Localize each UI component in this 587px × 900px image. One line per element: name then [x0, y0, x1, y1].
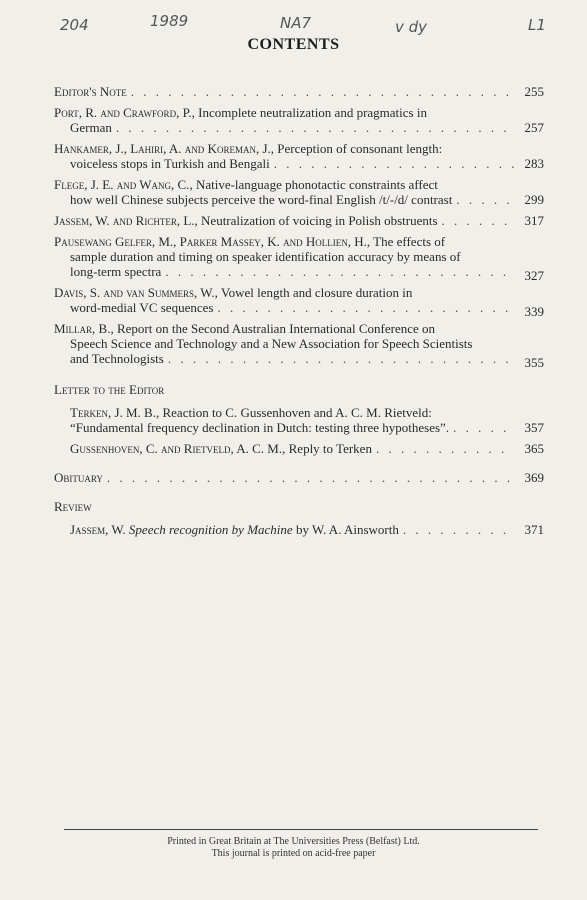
handwritten-note: NA7 — [280, 14, 312, 32]
entry-authors: Hankamer, J., Lahiri, A. and Koreman, J. — [54, 141, 271, 156]
entry-authors: Millar, B. — [54, 321, 111, 336]
footer-line: Printed in Great Britain at The Universities Press (Belfast) Ltd. — [167, 836, 420, 847]
page-number: 317 — [524, 213, 544, 228]
toc-entry — [54, 285, 544, 319]
dot-leader — [165, 264, 514, 279]
page-number: 339 — [524, 304, 544, 319]
page-number: 357 — [524, 420, 544, 435]
entry-title-cont: long-term spectra — [70, 264, 162, 279]
toc-entry — [54, 213, 544, 228]
entry-title-cont: “Fundamental frequency declination in Dutch: testing three hypotheses”. — [70, 420, 450, 435]
entry-title: , The effects of — [366, 234, 446, 249]
toc-entry — [70, 441, 544, 456]
entry-title-cont: how well Chinese subjects perceive the word-final English /t/-/d/ contrast — [70, 192, 453, 207]
page-number: 257 — [524, 120, 544, 135]
printer-footer — [0, 836, 587, 860]
entry-authors: Gussenhoven, C. and Rietveld, A. C. M. — [70, 441, 283, 456]
page-number: 283 — [524, 156, 544, 171]
handwritten-note: L1 — [528, 16, 546, 34]
entry-authors: Jassem, W. and Richter, L. — [54, 213, 195, 228]
book-title: Speech recognition by Machine — [128, 522, 293, 537]
dot-leader — [376, 441, 514, 456]
entry-title-cont: Speech Science and Technology and a New Association for Speech Scientists — [70, 336, 473, 351]
table-of-contents — [54, 84, 544, 543]
footer-divider — [64, 829, 538, 830]
review-section — [54, 522, 544, 537]
entry-title: , Neutralization of voicing in Polish obstruents — [194, 213, 438, 228]
toc-entry — [54, 321, 544, 370]
entry-authors: Terken, J. M. B. — [70, 405, 156, 420]
dot-leader — [403, 522, 514, 537]
page-number: 299 — [524, 192, 544, 207]
handwritten-note: 204 — [60, 16, 89, 34]
entry-title: , Perception of consonant length: — [270, 141, 443, 156]
dot-leader — [116, 120, 514, 135]
entry-authors: Jassem, W. — [70, 522, 126, 537]
dot-leader — [131, 84, 514, 99]
toc-entry — [54, 234, 544, 283]
handwritten-note: 1989 — [150, 12, 189, 30]
entry-title-cont: word-medial VC sequences — [70, 300, 214, 315]
page-title: CONTENTS — [247, 36, 340, 53]
page-number: 369 — [524, 470, 544, 485]
entry-title-cont: voiceless stops in Turkish and Bengali — [70, 156, 270, 171]
entry-title-cont: and Technologists — [70, 351, 164, 366]
dot-leader — [453, 420, 514, 435]
toc-entry — [54, 470, 544, 485]
dot-leader — [274, 156, 514, 171]
entry-heading: Editor's Note — [54, 84, 127, 99]
toc-entry — [54, 177, 544, 207]
section-heading: Letter to the Editor — [54, 382, 165, 397]
entry-title: , Vowel length and closure duration in — [214, 285, 413, 300]
page-number: 355 — [524, 355, 544, 370]
entry-authors: Pausewang Gelfer, M., Parker Massey, K. and Hollien, H. — [54, 234, 367, 249]
toc-entry — [54, 105, 544, 135]
handwritten-note: v dy — [395, 18, 428, 36]
footer-line: This journal is printed on acid-free paper — [211, 848, 376, 859]
dot-leader — [456, 192, 514, 207]
letter-section — [54, 405, 544, 456]
book-author: by W. A. Ainsworth — [292, 522, 399, 537]
page-number: 327 — [524, 268, 544, 283]
dot-leader — [217, 300, 514, 315]
page-number: 365 — [524, 441, 544, 456]
toc-entry — [54, 141, 544, 171]
entry-authors: Davis, S. and van Summers, W. — [54, 285, 215, 300]
entry-title: , Incomplete neutralization and pragmatics in — [191, 105, 427, 120]
section-heading: Obituary — [54, 470, 103, 485]
entry-title-cont: German — [70, 120, 112, 135]
entry-authors: Port, R. and Crawford, P. — [54, 105, 192, 120]
toc-entry — [54, 84, 544, 99]
toc-entry — [70, 405, 544, 435]
entry-title: , Reply to Terken — [282, 441, 372, 456]
toc-entry — [70, 522, 544, 537]
page-number: 255 — [524, 84, 544, 99]
entry-authors: Flege, J. E. and Wang, C. — [54, 177, 190, 192]
dot-leader — [442, 213, 514, 228]
entry-title: , Reaction to C. Gussenhoven and A. C. M. Rietveld: — [155, 405, 432, 420]
entry-title: , Report on the Second Australian International Conference on — [110, 321, 436, 336]
page-number: 371 — [524, 522, 544, 537]
dot-leader — [168, 351, 514, 366]
entry-title-cont: sample duration and timing on speaker identification accuracy by means of — [70, 249, 461, 264]
entry-title: , Native-language phonotactic constraints affect — [189, 177, 438, 192]
section-heading: Review — [54, 499, 92, 514]
dot-leader — [107, 470, 514, 485]
